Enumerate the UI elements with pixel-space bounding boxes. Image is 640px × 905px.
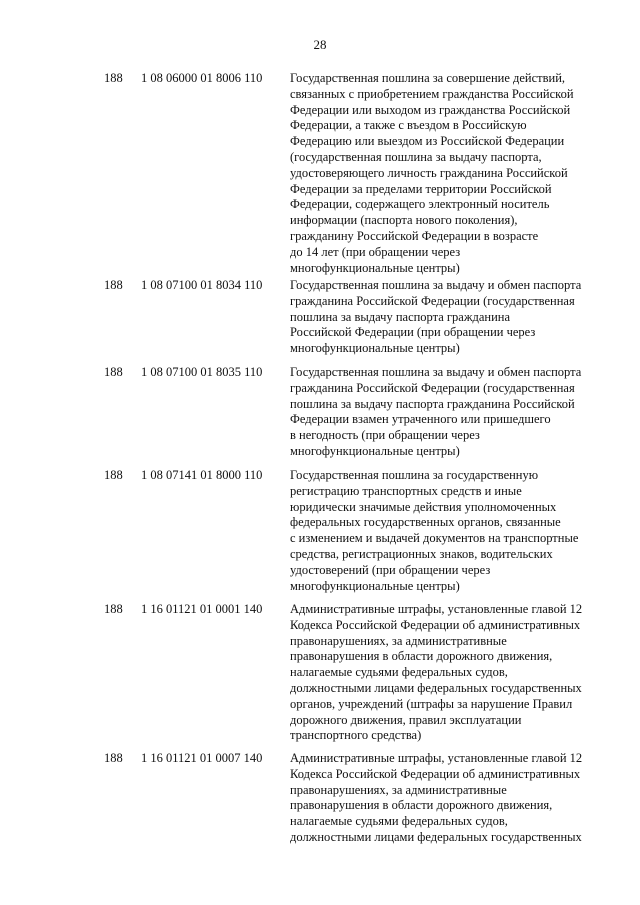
description-line: регистрацию транспортных средств и иные: [290, 483, 522, 498]
description-line: средства, регистрационных знаков, водительских: [290, 546, 553, 561]
kbk-code: 1 16 01121 01 0001 140: [141, 602, 263, 616]
admin-code: 188: [104, 468, 123, 482]
description-line: должностными лицами федеральных государственных: [290, 680, 582, 695]
kbk-code: 1 08 06000 01 8006 110: [141, 71, 263, 85]
description-line: Кодекса Российской Федерации об административных: [290, 766, 581, 781]
row-description: [290, 751, 600, 846]
row-description: [290, 365, 600, 460]
description-line: правонарушения в области дорожного движения,: [290, 798, 553, 813]
description-line: Российской Федерации (при обращении через: [290, 325, 536, 340]
description-line: Федерацию или выездом из Российской Федерации: [290, 134, 565, 149]
description-line: Административные штрафы, установленные главой 12: [290, 602, 583, 616]
description-line: с изменением и выдачей документов на транспортные: [290, 531, 579, 546]
description-line: многофункциональные центры): [290, 443, 460, 458]
admin-code: 188: [104, 365, 123, 379]
admin-code: 188: [104, 751, 123, 765]
row-description: [290, 602, 600, 744]
description-line: многофункциональные центры): [290, 260, 460, 275]
description-line: удостоверений (при обращении через: [290, 562, 491, 577]
description-line: удостоверяющего личность гражданина Российской: [290, 165, 568, 180]
description-line: (государственная пошлина за выдачу паспорта,: [290, 149, 542, 164]
description-line: Государственная пошлина за выдачу и обмен паспорта: [290, 365, 582, 379]
kbk-code: 1 08 07141 01 8000 110: [141, 468, 263, 482]
description-line: в негодность (при обращении через: [290, 428, 480, 443]
description-line: Федерации, содержащего электронный носитель: [290, 197, 550, 212]
description-line: гражданина Российской Федерации (государственная: [290, 293, 575, 308]
description-line: связанных с приобретением гражданства Российской: [290, 86, 574, 101]
kbk-code: 1 16 01121 01 0007 140: [141, 751, 263, 765]
description-line: должностными лицами федеральных государственных: [290, 829, 582, 844]
row-description: [290, 468, 600, 594]
description-line: правонарушениях, за административные: [290, 633, 507, 648]
kbk-code: 1 08 07100 01 8035 110: [141, 365, 263, 379]
description-line: Кодекса Российской Федерации об административных: [290, 617, 581, 632]
description-line: пошлина за выдачу паспорта гражданина: [290, 309, 511, 324]
description-line: Федерации, а также с въездом в Российскую: [290, 118, 527, 133]
description-line: Федерации за пределами территории Российской: [290, 181, 552, 196]
description-line: информации (паспорта нового поколения),: [290, 213, 518, 228]
description-line: Федерации или выходом из гражданства Российской: [290, 102, 571, 117]
row-description: [290, 71, 600, 276]
description-line: гражданина Российской Федерации (государственная: [290, 380, 575, 395]
description-line: органов, учреждений (штрафы за нарушение Правил: [290, 696, 573, 711]
description-line: правонарушения в области дорожного движения,: [290, 649, 553, 664]
description-line: Административные штрафы, установленные главой 12: [290, 751, 583, 765]
description-line: транспортного средства): [290, 728, 422, 743]
admin-code: 188: [104, 602, 123, 616]
description-line: Государственная пошлина за государственную: [290, 468, 539, 482]
description-line: гражданину Российской Федерации в возрасте: [290, 228, 539, 243]
description-line: Федерации взамен утраченного или пришедшего: [290, 412, 551, 427]
description-line: Государственная пошлина за выдачу и обмен паспорта: [290, 278, 582, 292]
description-line: Государственная пошлина за совершение действий,: [290, 71, 566, 85]
kbk-code: 1 08 07100 01 8034 110: [141, 278, 263, 292]
description-line: многофункциональные центры): [290, 578, 460, 593]
page-number: 28: [313, 37, 327, 52]
description-line: многофункциональные центры): [290, 341, 460, 356]
description-line: федеральных государственных органов, связанные: [290, 515, 561, 530]
description-line: дорожного движения, правил эксплуатации: [290, 712, 522, 727]
row-description: [290, 278, 600, 357]
description-line: правонарушениях, за административные: [290, 782, 507, 797]
description-line: налагаемые судьями федеральных судов,: [290, 665, 508, 680]
description-line: до 14 лет (при обращении через: [290, 244, 461, 259]
description-line: пошлина за выдачу паспорта гражданина Российской: [290, 396, 575, 411]
admin-code: 188: [104, 71, 123, 85]
description-line: налагаемые судьями федеральных судов,: [290, 814, 508, 829]
admin-code: 188: [104, 278, 123, 292]
description-line: юридически значимые действия уполномоченных: [290, 499, 557, 514]
